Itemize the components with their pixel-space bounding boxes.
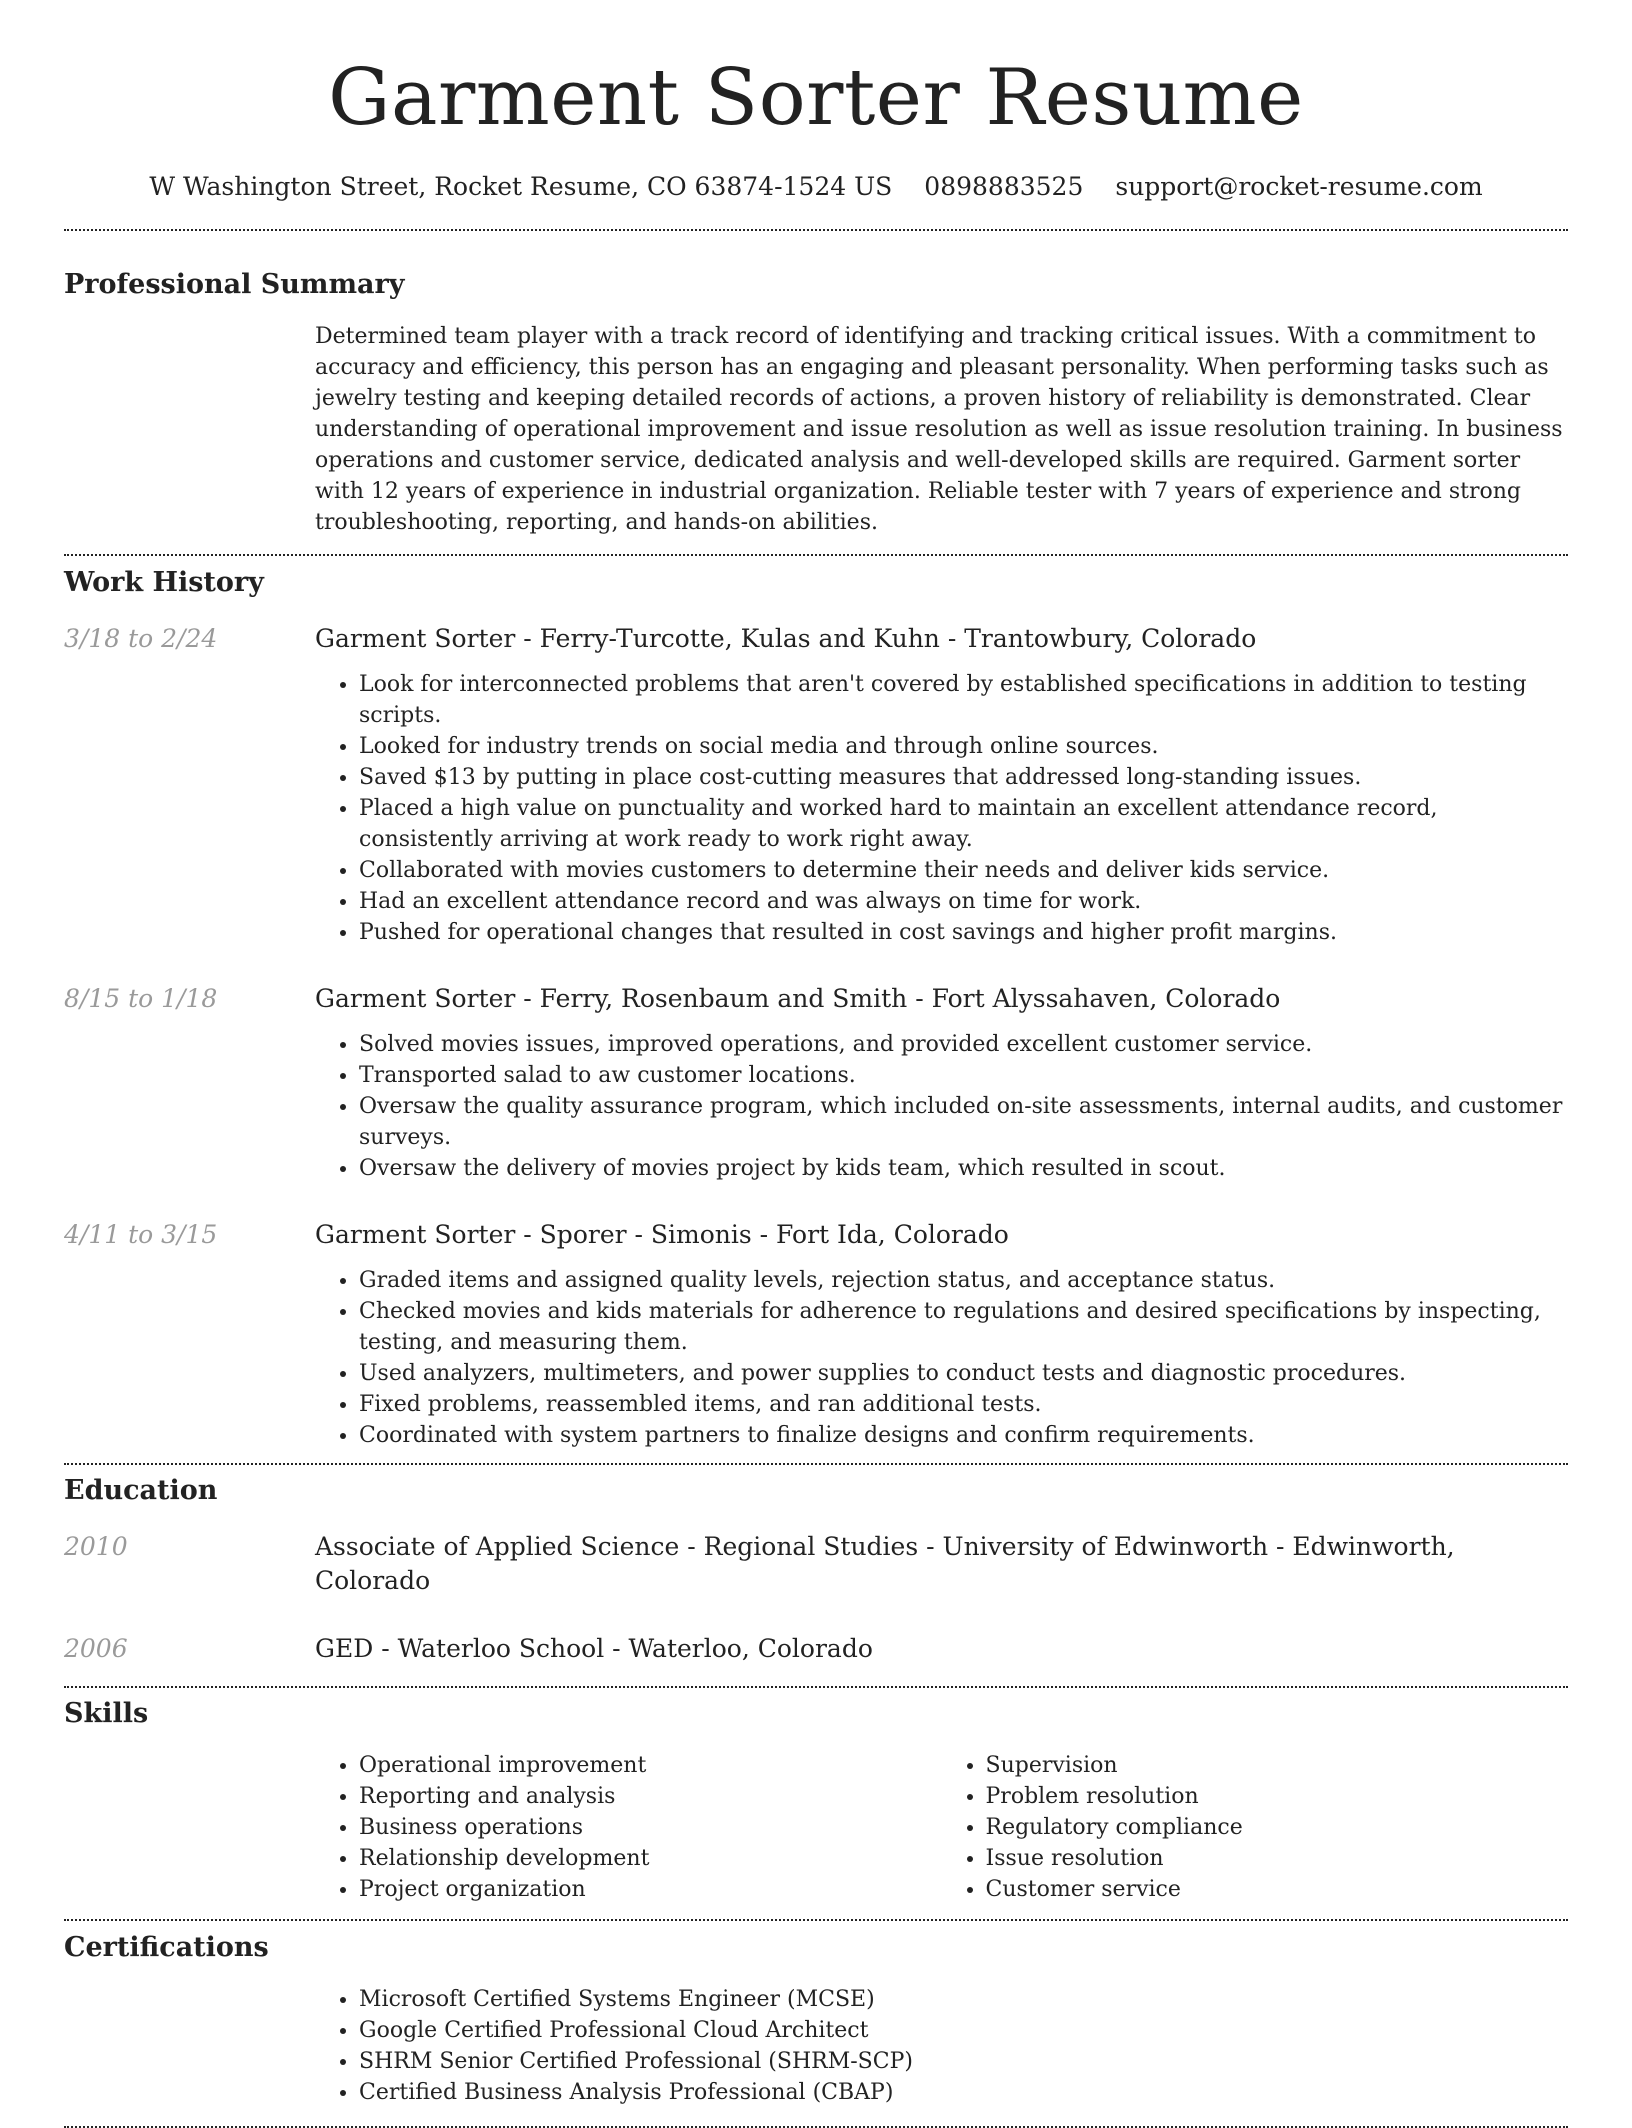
list-item: • Looked for industry trends on social media and through online sources. <box>359 731 1568 762</box>
divider <box>64 1686 1568 1688</box>
list-item: • Transported salad to aw customer locations. <box>359 1060 1568 1091</box>
list-item: • Collaborated with movies customers to determine their needs and deliver kids service. <box>359 855 1568 886</box>
skill-item: • Supervision <box>986 1750 1569 1781</box>
work-heading: Work History <box>64 567 264 598</box>
skill-item: • Operational improvement <box>359 1750 942 1781</box>
education-year: 2010 <box>64 1532 128 1561</box>
contact-phone: 0898883525 <box>924 172 1084 201</box>
certifications-heading: Certifications <box>64 1932 269 1963</box>
certification-item: • Microsoft Certified Systems Engineer (MCSE) <box>359 1984 1568 2015</box>
skill-item: • Business operations <box>359 1812 942 1843</box>
job-entry <box>64 1218 1568 1451</box>
skill-item: • Relationship development <box>359 1843 942 1874</box>
divider <box>64 1463 1568 1465</box>
job-title: Garment Sorter - Ferry-Turcotte, Kulas and Kuhn - Trantowbury, Colorado <box>315 624 1257 653</box>
divider <box>64 1919 1568 1921</box>
list-item: • Pushed for operational changes that resulted in cost savings and higher profit margins. <box>359 917 1568 948</box>
divider <box>64 229 1568 231</box>
summary-text: Determined team player with a track record of identifying and tracking critical issues. With a commitment to accuracy and efficiency, this person has an engaging and pleasant personality. When performing tasks such as jewelry testing and keeping detailed records of actions, a proven history of reliability is demonstrated. Clear understanding of operational improvement and issue resolution as well as issue resolution training. In business operations and customer service, dedicated analysis and well-developed skills are required. Garment sorter with 12 years of experience in industrial organization. Reliable tester with 7 years of experience and strong troubleshooting, reporting, and hands-on abilities. <box>315 324 1563 535</box>
list-item: • Graded items and assigned quality levels, rejection status, and acceptance status. <box>359 1265 1568 1296</box>
skill-item: • Regulatory compliance <box>986 1812 1569 1843</box>
job-bullets <box>315 669 1568 948</box>
job-entry <box>64 982 1568 1184</box>
summary-heading: Professional Summary <box>64 269 405 300</box>
skills-list <box>315 1750 1568 1905</box>
education-year: 2006 <box>64 1634 128 1663</box>
divider <box>64 554 1568 556</box>
list-item: • Checked movies and kids materials for adherence to regulations and desired specifications by inspecting, testing, and measuring them. <box>359 1296 1568 1358</box>
list-item: • Had an excellent attendance record and was always on time for work. <box>359 886 1568 917</box>
job-title: Garment Sorter - Sporer - Simonis - Fort Ida, Colorado <box>315 1220 1009 1249</box>
contact-email: support@rocket-resume.com <box>1115 172 1483 201</box>
list-item: • Used analyzers, multimeters, and power supplies to conduct tests and diagnostic procedures. <box>359 1358 1568 1389</box>
certifications-list <box>315 1984 1568 2108</box>
list-item: • Look for interconnected problems that aren't covered by established specifications in addition to testing scripts. <box>359 669 1568 731</box>
job-dates: 3/18 to 2/24 <box>64 624 218 653</box>
list-item: • Coordinated with system partners to finalize designs and confirm requirements. <box>359 1420 1568 1451</box>
skills-column-right <box>942 1750 1569 1905</box>
job-title: Garment Sorter - Ferry, Rosenbaum and Smith - Fort Alyssahaven, Colorado <box>315 984 1281 1013</box>
contact-line <box>64 170 1568 204</box>
list-item: • Solved movies issues, improved operations, and provided excellent customer service. <box>359 1029 1568 1060</box>
skills-heading: Skills <box>64 1698 149 1729</box>
list-item: • Oversaw the delivery of movies project by kids team, which resulted in scout. <box>359 1153 1568 1184</box>
skill-item: • Problem resolution <box>986 1781 1569 1812</box>
job-bullets <box>315 1265 1568 1451</box>
skill-item: • Project organization <box>359 1874 942 1905</box>
job-dates: 8/15 to 1/18 <box>64 984 218 1013</box>
skill-item: • Customer service <box>986 1874 1569 1905</box>
skills-column-left <box>315 1750 942 1905</box>
resume-page <box>64 0 1568 2128</box>
education-degree: Associate of Applied Science - Regional Studies - University of Edwinworth - Edwinworth, Colorado <box>315 1532 1455 1595</box>
education-heading: Education <box>64 1475 218 1506</box>
education-degree: GED - Waterloo School - Waterloo, Colorado <box>315 1634 873 1663</box>
job-dates: 4/11 to 3/15 <box>64 1220 218 1249</box>
list-item: • Fixed problems, reassembled items, and ran additional tests. <box>359 1389 1568 1420</box>
resume-title: Garment Sorter Resume <box>328 53 1304 143</box>
education-entry <box>64 1632 1568 1666</box>
list-item: • Oversaw the quality assurance program, which included on-site assessments, internal audits, and customer surveys. <box>359 1091 1568 1153</box>
certification-item: • Google Certified Professional Cloud Architect <box>359 2015 1568 2046</box>
skill-item: • Issue resolution <box>986 1843 1569 1874</box>
job-entry <box>64 622 1568 948</box>
job-bullets <box>315 1029 1568 1184</box>
skill-item: • Reporting and analysis <box>359 1781 942 1812</box>
summary-section <box>315 321 1568 538</box>
list-item: • Saved $13 by putting in place cost-cutting measures that addressed long-standing issues. <box>359 762 1568 793</box>
certifications-section <box>315 1984 1568 2108</box>
education-entry <box>64 1530 1568 1598</box>
list-item: • Placed a high value on punctuality and worked hard to maintain an excellent attendance record, consistently arriving at work ready to work right away. <box>359 793 1568 855</box>
certification-item: • Certified Business Analysis Professional (CBAP) <box>359 2077 1568 2108</box>
contact-address: W Washington Street, Rocket Resume, CO 63874-1524 US <box>149 172 893 201</box>
certification-item: • SHRM Senior Certified Professional (SHRM-SCP) <box>359 2046 1568 2077</box>
